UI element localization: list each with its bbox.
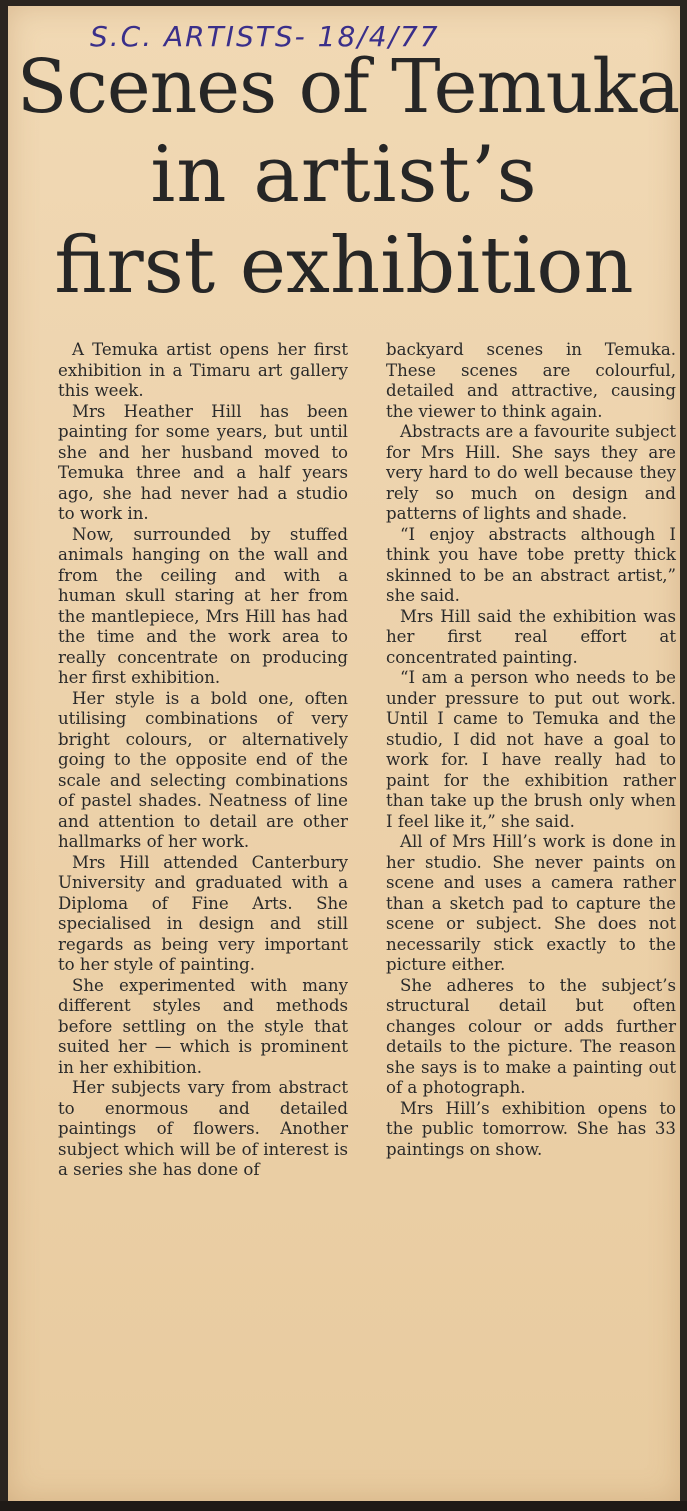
paragraph: “I enjoy abstracts although I think you have tobe pretty thick skinned to be an abstract artist,” she said. <box>386 524 676 605</box>
paragraph: “I am a person who needs to be under pressure to put out work. Until I came to Temuka and the studio, I did not have a goal to work for. I have really had to paint for the exhibition rather than take up the brush only when I feel like it,” she said. <box>386 668 676 831</box>
headline-line-2: in artist’s <box>150 130 538 220</box>
paragraph: She experimented with many different styles and methods before settling on the style that suited her — which is prominent in her exhibition. <box>58 975 348 1077</box>
headline-line-1: Scenes of Temuka <box>16 44 680 130</box>
paragraph: backyard scenes in Temuka. These scenes are colourful, detailed and attractive, causing the viewer to think again. <box>386 340 676 421</box>
article-body <box>58 340 676 1181</box>
paragraph: All of Mrs Hill’s work is done in her studio. She never paints on scene and uses a camera rather than a sketch pad to capture the scene or subject. She does not necessarily stick exactly to the picture either. <box>386 832 676 974</box>
headline-line-3: first exhibition <box>54 221 634 311</box>
scan-edge <box>0 1501 687 1511</box>
handwritten-annotation: S.C. ARTISTS- 18/4/77 <box>90 20 440 53</box>
paragraph: Mrs Hill attended Canterbury University and graduated with a Diploma of Fine Arts. She specialised in design and still regards as being very important to her style of painting. <box>58 852 348 974</box>
article-column-right <box>386 340 676 1181</box>
article-column-left <box>58 340 348 1181</box>
newspaper-clipping <box>8 6 680 1501</box>
paragraph: Mrs Hill said the exhibition was her first real effort at concentrated painting. <box>386 606 676 667</box>
paragraph: She adheres to the subject’s structural detail but often changes colour or adds further details to the picture. The reason she says is to make a painting out of a photograph. <box>386 975 676 1097</box>
paragraph: Mrs Hill’s exhibition opens to the public tomorrow. She has 33 paintings on show. <box>386 1098 676 1159</box>
paragraph: Her style is a bold one, often utilising combinations of very bright colours, or alternatively going to the opposite end of the scale and selecting combinations of pastel shades. Neatness of line and attention to detail are other hallmarks of her work. <box>58 688 348 851</box>
paragraph: Mrs Heather Hill has been painting for some years, but until she and her husband moved to Temuka three and a half years ago, she had never had a studio to work in. <box>58 401 348 523</box>
paragraph: A Temuka artist opens her first exhibition in a Timaru art gallery this week. <box>58 340 348 400</box>
paragraph: Abstracts are a favourite subject for Mrs Hill. She says they are very hard to do well because they rely so much on design and patterns of lights and shade. <box>386 422 676 523</box>
headline <box>8 46 680 312</box>
paragraph: Now, surrounded by stuffed animals hanging on the wall and from the ceiling and with a human skull staring at her from the mantlepiece, Mrs Hill has had the time and the work area to really concentrate on producing her first exhibition. <box>58 524 348 687</box>
paragraph: Her subjects vary from abstract to enormous and detailed paintings of flowers. Another subject which will be of interest is a series she has done of <box>58 1078 348 1179</box>
